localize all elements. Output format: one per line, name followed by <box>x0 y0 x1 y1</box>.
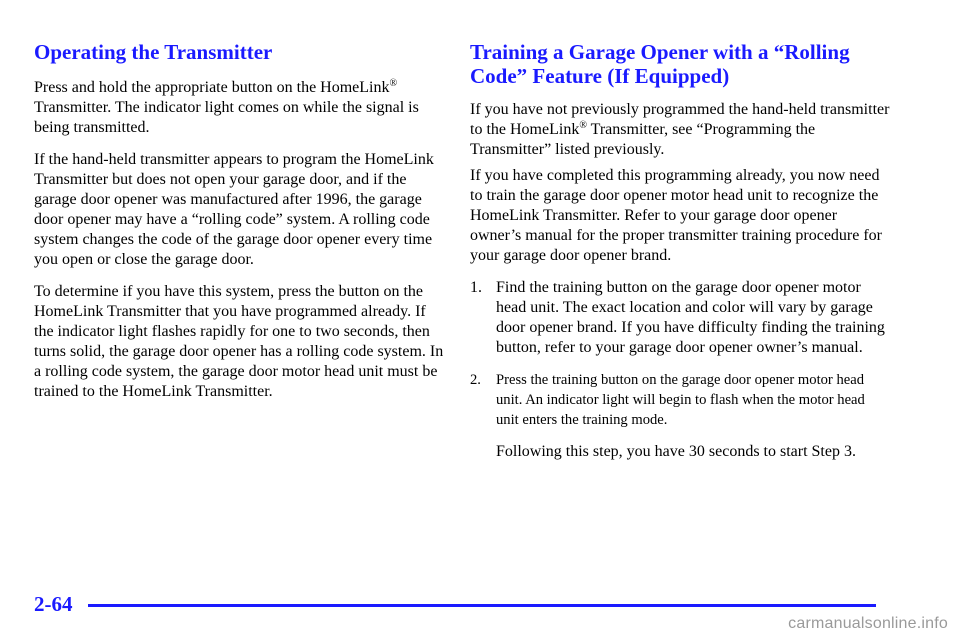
step-number: 1. <box>470 279 482 296</box>
list-item <box>470 278 890 358</box>
steps-list <box>470 278 890 462</box>
footer-divider <box>88 604 876 607</box>
text-segment: If you have not previously programmed the hand-held transmitter to the HomeLink <box>470 101 890 138</box>
watermark: carmanualsonline.info <box>788 615 948 632</box>
left-column <box>34 40 444 414</box>
right-column <box>470 40 890 474</box>
text-segment: Press and hold the appropriate button on the HomeLink <box>34 79 390 96</box>
text-segment: Transmitter, see “Programming the Transmitter” listed previously. <box>470 121 816 158</box>
paragraph-not-programmed <box>470 100 890 160</box>
paragraph-rolling-code: If the hand-held transmitter appears to program the HomeLink Transmitter but does not open your garage door, and if the garage door opener was manufactured after 1996, the garage door opener may have a “rolling code” system. A rolling code system changes the code of the garage door opener every time you open or close the garage door. <box>34 151 434 268</box>
list-item <box>470 370 890 462</box>
page-number: 2-64 <box>34 592 73 616</box>
registered-mark: ® <box>579 120 587 131</box>
paragraph-determine-system: To determine if you have this system, press the button on the HomeLink Transmitter that you have programmed already. If the indicator light flashes rapidly for one to two seconds, then turns solid, the garage door opener has a rolling code system. In a rolling code system, the garage door motor head unit must be trained to the HomeLink Transmitter. <box>34 283 444 400</box>
step-number: 2. <box>470 372 481 388</box>
text-segment: Transmitter. The indicator light comes on while the signal is being transmitted. <box>34 99 419 136</box>
section-heading-training: Training a Garage Opener with a “Rolling Code” Feature (If Equipped) <box>470 40 850 88</box>
step-text: Find the training button on the garage door opener motor head unit. The exact location and color will vary by garage door opener brand. If you have difficulty finding the training button, refer to your garage door opener owner’s manual. <box>496 279 885 356</box>
registered-mark: ® <box>389 78 398 89</box>
step-text: Press the training button on the garage door opener motor head unit. An indicator light will begin to flash when the motor head unit enters the training mode. <box>496 372 865 428</box>
paragraph-press-hold <box>34 78 444 138</box>
paragraph-completed-programming: If you have completed this programming already, you now need to train the garage door opener motor head unit to recognize the HomeLink Transmitter. Refer to your garage door opener owner’s manual for the proper transmitter training procedure for your garage door opener brand. <box>470 167 882 264</box>
step-note: Following this step, you have 30 seconds to start Step 3. <box>496 443 856 460</box>
section-heading-operating: Operating the Transmitter <box>34 40 273 64</box>
